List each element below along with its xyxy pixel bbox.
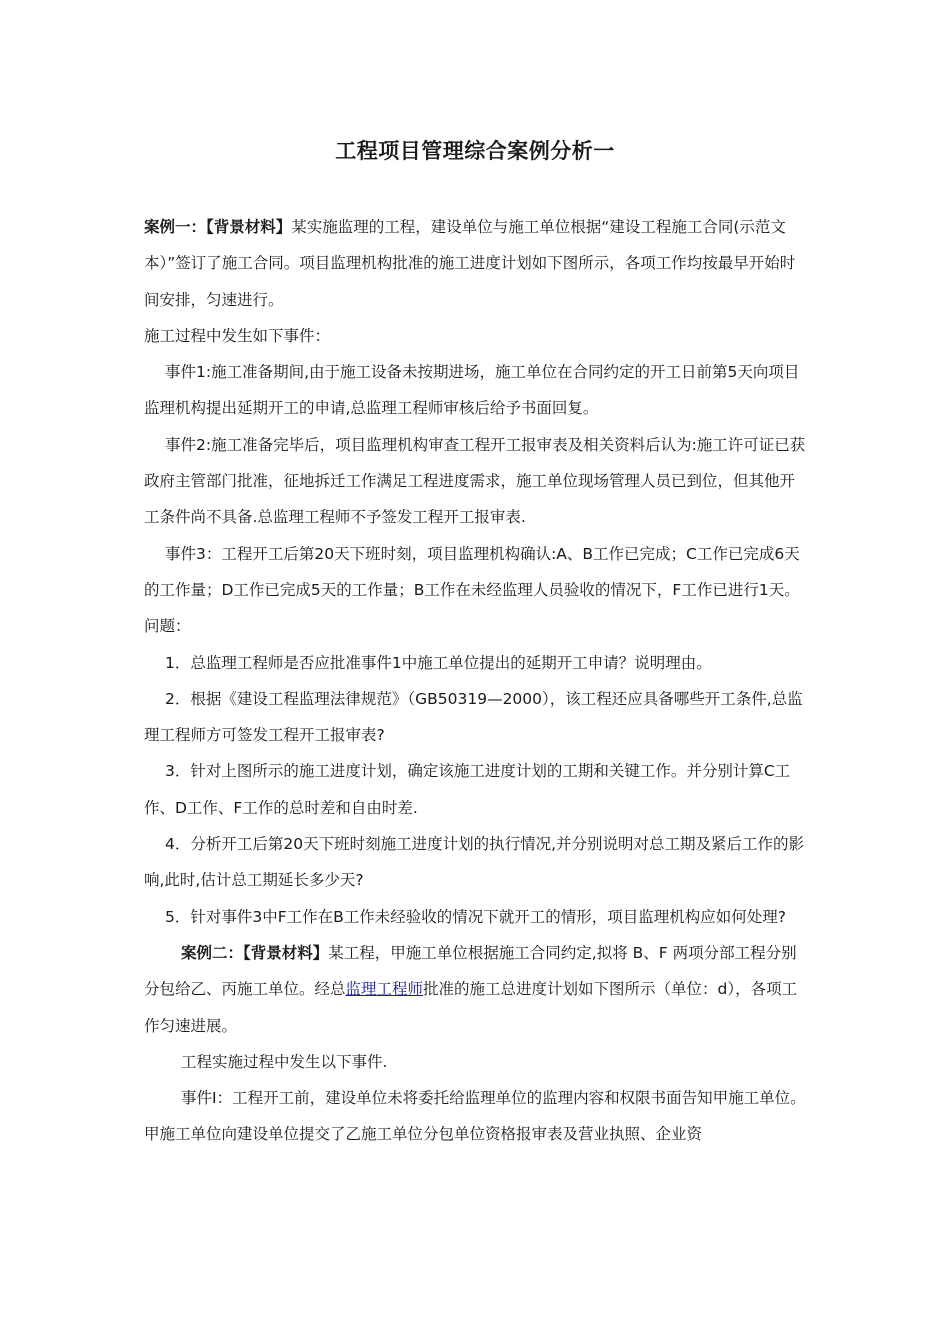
case1-intro-text: 某实施监理的工程，建设单位与施工单位根据“建设工程施工合同(示范文本）”签订了施工合同。项目监理机构批准的施工进度计划如下图所示，各项工作均按最早开始时间安排，匀速进行。 xyxy=(144,218,796,309)
case2-intro-text-before-link: 某工程，甲施工单位根据施工合同约定,拟将 B、F 两项分部工程分别分包给乙、丙施工单位。经总 xyxy=(144,943,797,999)
case1-question-4: 4．分析开工后第20天下班时刻施工进度计划的执行情况,并分别说明对总工期及紧后工作的影响,此时,估计总工期延长多少天? xyxy=(144,835,805,890)
case1-event-2: 事件2:施工准备完毕后，项目监理机构审查工程开工报审表及相关资料后认为:施工许可证已获政府主管部门批准，征地拆迁工作满足工程进度需求，施工单位现场管理人员已到位，但其他开工条件尚不具备.总监理工程师不予签发工程开工报审表. xyxy=(144,435,806,527)
case1-intro-paragraph xyxy=(144,209,808,318)
case2-event-1: 事件Ⅰ：工程开工前，建设单位未将委托给监理单位的监理内容和权限书面告知甲施工单位。甲施工单位向建设单位提交了乙施工单位分包单位资格报审表及营业执照、企业资 xyxy=(144,1089,806,1144)
case1-event-1: 事件1:施工准备期间,由于施工设备未按期进场，施工单位在合同约定的开工日前第5天向项目监理机构提出延期开工的申请,总监理工程师审核后给予书面回复。 xyxy=(144,363,800,418)
case2-label: 案例二： xyxy=(181,943,244,962)
document-body xyxy=(144,209,808,1153)
case1-question-3: 3．针对上图所示的施工进度计划，确定该施工进度计划的工期和关键工作。并分别计算C工作、D工作、F工作的总时差和自由时差. xyxy=(144,762,791,817)
page-title: 工程项目管理综合案例分析一 xyxy=(335,139,615,163)
case1-question-2: 2．根据《建设工程监理法律规范》（GB50319—2000），该工程还应具备哪些开工条件,总监理工程师方可签发工程开工报审表? xyxy=(144,689,803,745)
case1-questions-heading: 问题： xyxy=(144,617,191,636)
supervising-engineer-link[interactable]: 监理工程师 xyxy=(345,980,424,999)
case1-label: 案例一： xyxy=(144,218,207,236)
case1-question-5: 5．针对事件3中F工作在B工作未经验收的情况下就开工的情形，项目监理机构应如何处理? xyxy=(165,907,787,926)
case2-events-heading: 工程实施过程中发生以下事件. xyxy=(181,1052,388,1071)
case1-question-1: 1．总监理工程师是否应批准事件1中施工单位提出的延期开工申请？说明理由。 xyxy=(165,653,712,672)
case1-events-heading: 施工过程中发生如下事件： xyxy=(144,326,331,345)
case2-background-label: 【背景材料】 xyxy=(243,943,329,962)
case1-background-label: 【背景材料】 xyxy=(206,218,292,236)
case2-intro-text-after-link: 批准的施工总进度计划如下图所示（单位：d），各项工作匀速进展。 xyxy=(144,980,798,1035)
case2-intro-paragraph xyxy=(144,935,808,1044)
case1-event-3: 事件3：工程开工后第20天下班时刻，项目监理机构确认:A、B工作已完成；C工作已完成6天的工作量；D工作已完成5天的工作量；B工作在未经监理人员验收的情况下，F工作已进行1天。 xyxy=(144,544,800,599)
